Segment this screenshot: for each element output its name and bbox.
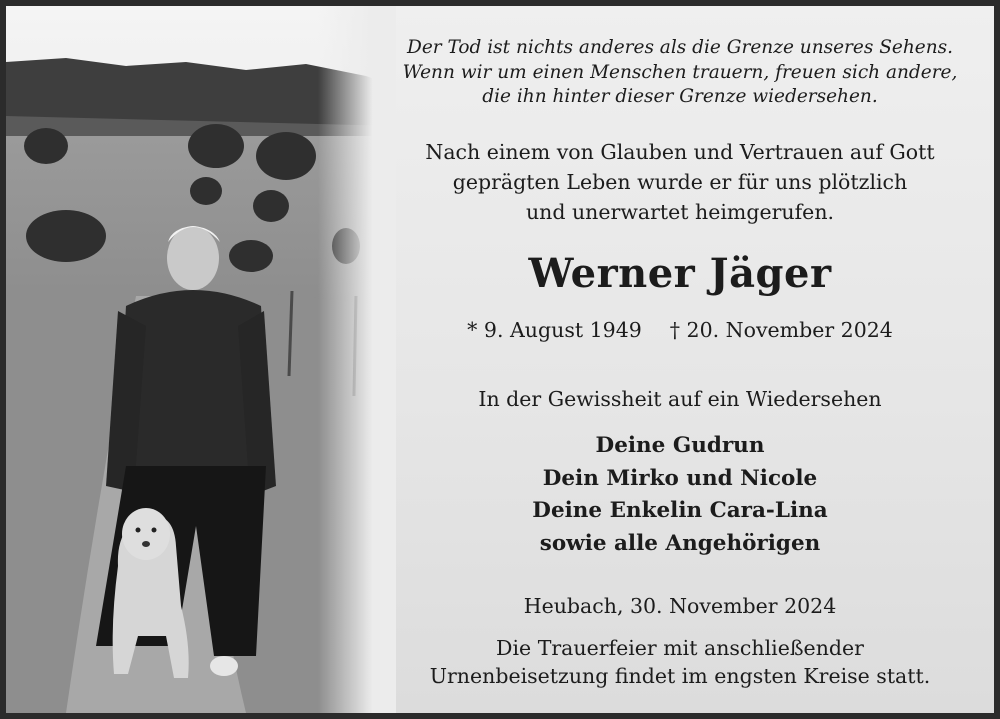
- quote-line-3: die ihn hinter dieser Grenze wiedersehen.: [482, 86, 878, 107]
- portrait-photo: [6, 6, 396, 713]
- death-date: † 20. November 2024: [669, 318, 893, 342]
- quote-line-1: Der Tod ist nichts anderes als die Grenze unseres Sehens.: [407, 37, 953, 58]
- mourner-2: Dein Mirko und Nicole: [542, 466, 818, 491]
- place-date: Heubach, 30. November 2024: [523, 594, 837, 618]
- intro-line-1: Nach einem von Glauben und Vertrauen auf Gott: [425, 140, 935, 164]
- intro-line-3: und unerwartet heimgerufen.: [525, 200, 835, 224]
- mourner-1: Deine Gudrun: [595, 433, 765, 458]
- life-dates: [366, 318, 994, 342]
- quote-line-2: Wenn wir um einen Menschen trauern, freuen sich andere,: [402, 62, 958, 83]
- birth-date: * 9. August 1949: [467, 318, 642, 342]
- service-line-2: Urnenbeisetzung findet im engsten Kreise statt.: [429, 664, 931, 688]
- intro-line-2: geprägten Leben wurde er für uns plötzlich: [452, 170, 908, 194]
- deceased-name: Werner Jäger: [528, 250, 832, 297]
- obituary-card: [6, 6, 994, 713]
- mourner-3: Deine Enkelin Cara-Lina: [532, 498, 828, 523]
- mourner-4: sowie alle Angehörigen: [539, 531, 821, 556]
- closing-line: In der Gewissheit auf ein Wiedersehen: [478, 387, 882, 411]
- service-line-1: Die Trauerfeier mit anschließender: [496, 636, 864, 660]
